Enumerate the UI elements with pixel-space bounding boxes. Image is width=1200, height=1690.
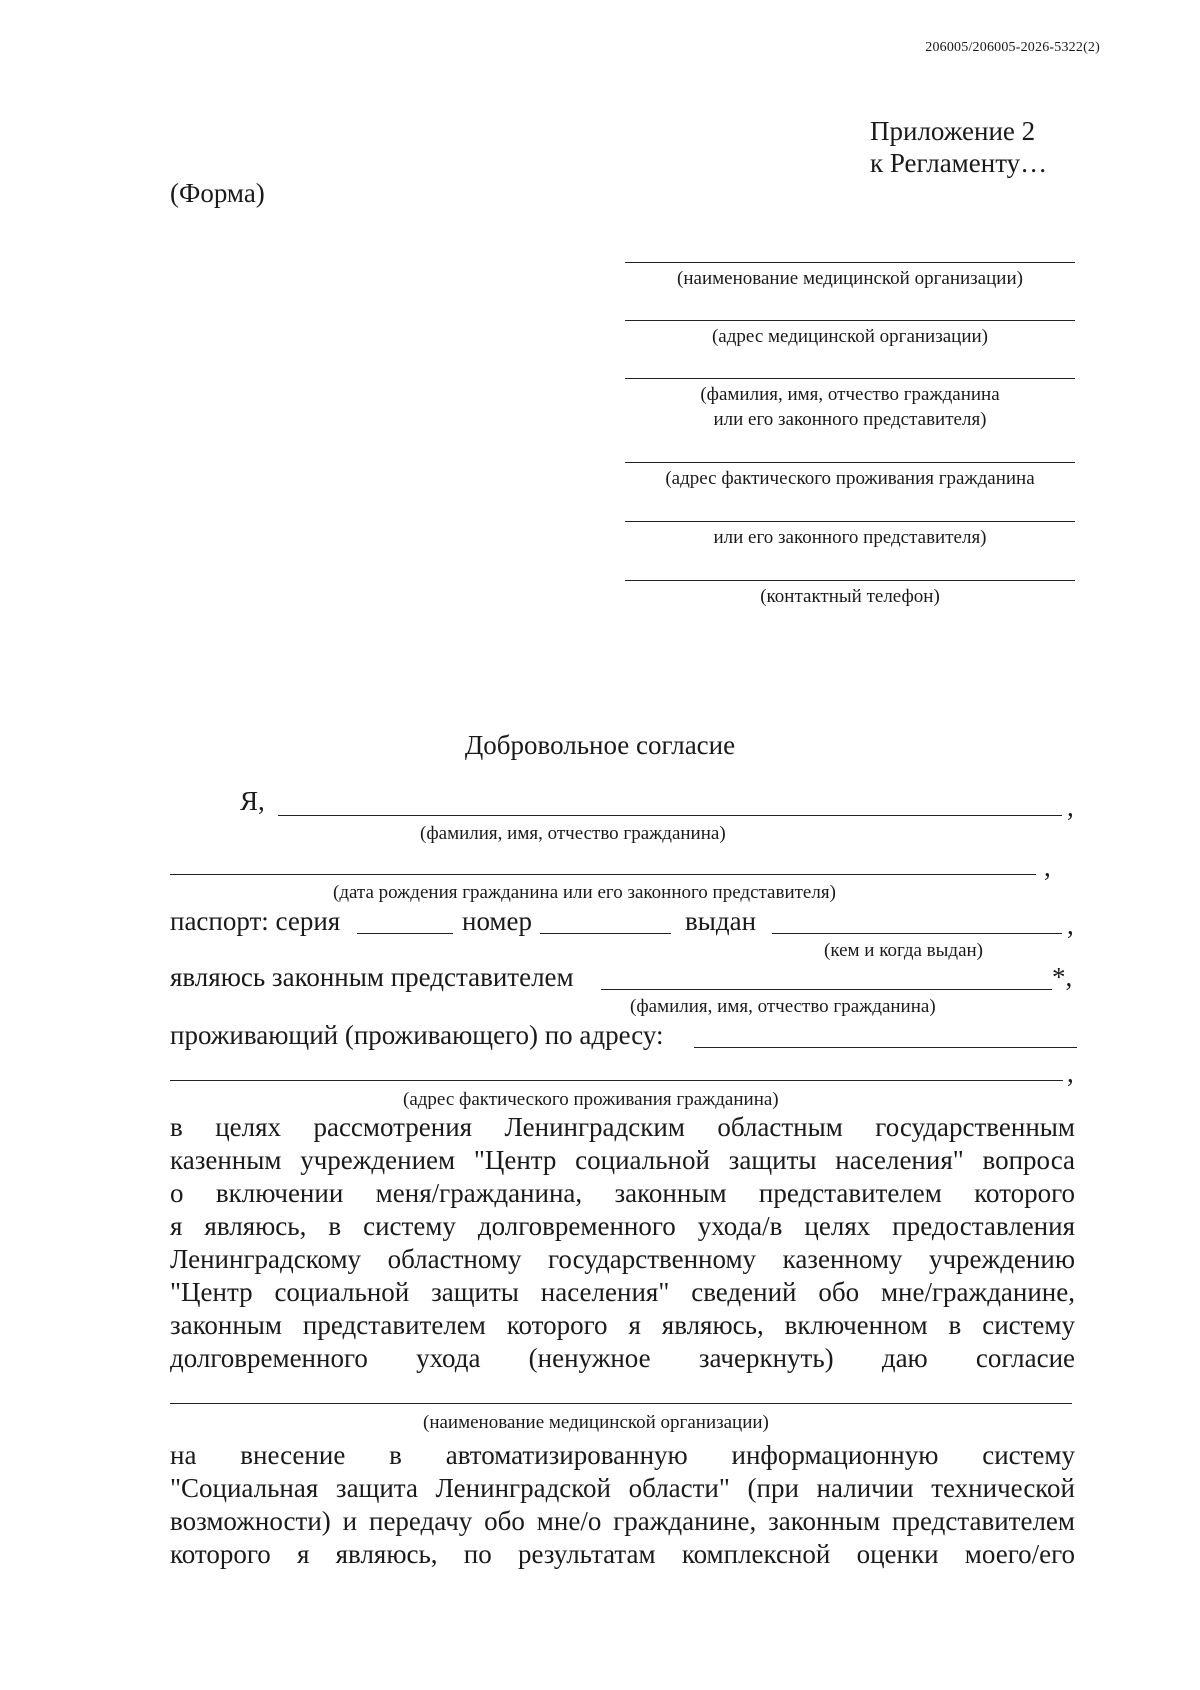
paragraph2-line-1: на внесение в автоматизированную информационную систему	[170, 1440, 1075, 1470]
phone-caption: (контактный телефон)	[760, 586, 940, 607]
comma-4: ,	[1067, 1058, 1074, 1088]
passport-number-field[interactable]	[540, 933, 671, 934]
full-name-field[interactable]	[278, 815, 1062, 816]
birth-date-caption: (дата рождения гражданина или его законного представителя)	[333, 882, 836, 903]
comma-1: ,	[1067, 792, 1074, 822]
org-name-caption: (наименование медицинской организации)	[677, 268, 1023, 289]
citizen-name-field[interactable]	[625, 378, 1075, 379]
appendix-reference: к Регламенту…	[870, 148, 1048, 178]
citizen-name-caption-2: или его законного представителя)	[713, 409, 987, 430]
citizen-address-caption-1: (адрес фактического проживания гражданина	[665, 468, 1035, 489]
paragraph1-line-5: Ленинградскому областному государственному казенному учреждению	[170, 1244, 1075, 1274]
paragraph1-line-4: я являюсь, в систему долговременного ухода/в целях предоставления	[170, 1211, 1075, 1241]
paragraph1-line-8: долговременного ухода (ненужное зачеркнуть) даю согласие	[170, 1343, 1075, 1373]
citizen-address-field[interactable]	[625, 462, 1075, 463]
paragraph1-line-3: о включении меня/гражданина, законным представителем которого	[170, 1178, 1075, 1208]
representative-label: являюсь законным представителем	[170, 962, 574, 992]
residing-address-field[interactable]	[694, 1047, 1077, 1048]
star-comma: *,	[1052, 962, 1073, 992]
citizen-address-caption-2: или его законного представителя)	[713, 527, 987, 548]
passport-number-label: номер	[462, 906, 533, 936]
citizen-address-field-2[interactable]	[625, 521, 1075, 522]
paragraph2-line-3: возможности) и передачу обо мне/о гражданине, законным представителем	[170, 1506, 1075, 1536]
paragraph1-line-7: законным представителем которого я являюсь, включенном в систему	[170, 1310, 1075, 1340]
paragraph1-line-2: казенным учреждением "Центр социальной защиты населения" вопроса	[170, 1145, 1075, 1175]
full-name-caption: (фамилия, имя, отчество гражданина)	[420, 823, 726, 844]
document-title: Добровольное согласие	[464, 730, 736, 760]
medical-org-caption: (наименование медицинской организации)	[423, 1412, 769, 1433]
paragraph2-line-2: "Социальная защита Ленинградской области" (при наличии технической	[170, 1473, 1075, 1503]
representative-caption: (фамилия, имя, отчество гражданина)	[630, 996, 936, 1017]
passport-issued-caption: (кем и когда выдан)	[824, 940, 984, 961]
medical-org-field[interactable]	[170, 1403, 1072, 1404]
passport-issued-label: выдан	[685, 906, 757, 936]
passport-series-label: паспорт: серия	[170, 906, 341, 936]
org-address-field[interactable]	[625, 320, 1075, 321]
paragraph2-line-4: которого я являюсь, по результатам комплексной оценки моего/его	[170, 1539, 1075, 1569]
address-caption: (адрес фактического проживания гражданина)	[403, 1089, 779, 1110]
birth-date-field[interactable]	[170, 874, 1036, 875]
org-name-field[interactable]	[625, 262, 1075, 263]
comma-2: ,	[1044, 852, 1051, 882]
representative-field[interactable]	[601, 989, 1052, 990]
form-label: (Форма)	[170, 178, 265, 208]
passport-series-field[interactable]	[357, 933, 453, 934]
paragraph1-line-1: в целях рассмотрения Ленинградским областным государственным	[170, 1112, 1075, 1142]
passport-issued-field[interactable]	[772, 933, 1062, 934]
paragraph1-line-6: "Центр социальной защиты населения" сведений обо мне/гражданине,	[170, 1277, 1075, 1307]
org-address-caption: (адрес медицинской организации)	[711, 326, 988, 347]
citizen-name-caption-1: (фамилия, имя, отчество гражданина	[700, 384, 1000, 405]
residing-label: проживающий (проживающего) по адресу:	[170, 1020, 664, 1050]
document-id: 206005/206005-2026-5322(2)	[925, 40, 1100, 55]
phone-field[interactable]	[625, 580, 1075, 581]
appendix-number: Приложение 2	[870, 116, 1036, 146]
comma-3: ,	[1067, 910, 1074, 940]
i-label: Я,	[240, 786, 265, 816]
residing-address-field-2[interactable]	[170, 1080, 1063, 1081]
